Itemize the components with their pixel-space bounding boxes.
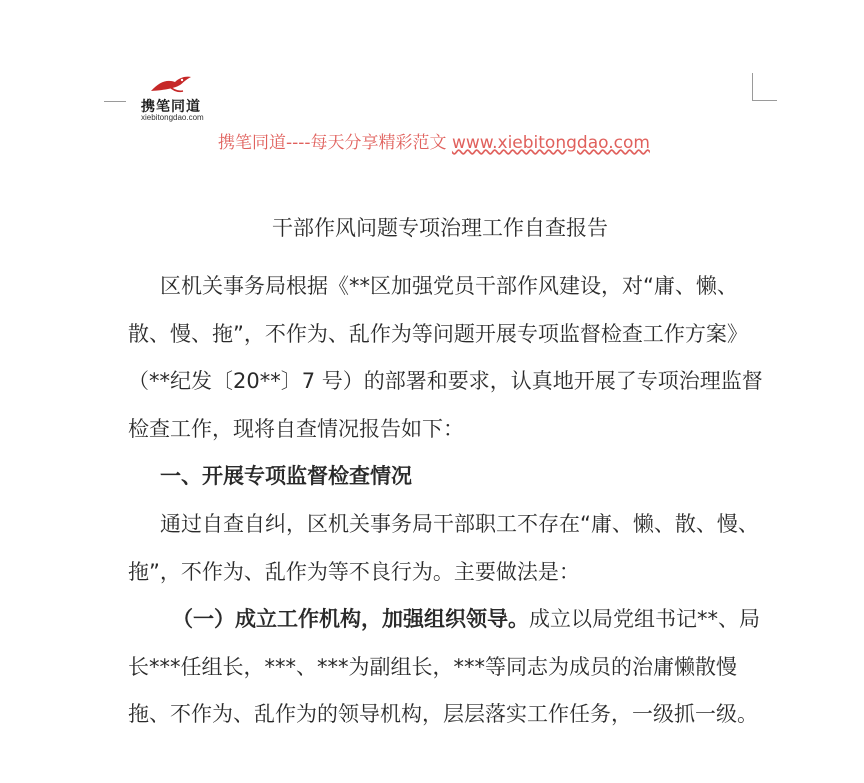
- page-margin-mark-left: [104, 101, 126, 102]
- logo-name: 携笔同道: [141, 99, 201, 115]
- header-link[interactable]: www.xiebitongdao.com: [451, 133, 650, 153]
- section-heading-1: 一、开展专项监督检查情况: [160, 464, 412, 488]
- header-text: 携笔同道----每天分享精彩范文: [218, 133, 452, 153]
- logo-url: xiebitongdao.com: [141, 113, 204, 122]
- subsection-heading-1: （一）成立工作机构，加强组织领导。: [172, 607, 529, 631]
- paragraph-organization-body: 成立以局党组书记**、局长***任组长，***、***为副组长，***等同志为成员的治庸懒散慢拖、不作为、乱作为的领导机构，层层落实工作任务，一级抓一级。: [128, 607, 760, 726]
- paragraph-self-check: 通过自查自纠，区机关事务局干部职工不存在“庸、懒、散、慢、拖”，不作为、乱作为等不良行为。主要做法是：: [128, 512, 759, 584]
- page-margin-mark-right: [752, 73, 777, 101]
- paragraph-intro: 区机关事务局根据《**区加强党员干部作风建设，对“庸、懒、散、慢、拖”，不作为、乱作为等问题开展专项监督检查工作方案》（**纪发〔20**〕7 号）的部署和要求，认真地开展了专项治理监督检查工作，现将自查情况报告如下：: [128, 274, 763, 441]
- document-title: 干部作风问题专项治理工作自查报告: [272, 216, 608, 240]
- paragraph-organization: [128, 596, 768, 739]
- swallow-logo-icon: [149, 74, 193, 98]
- page-header: [218, 128, 650, 153]
- brand-logo: [135, 74, 215, 124]
